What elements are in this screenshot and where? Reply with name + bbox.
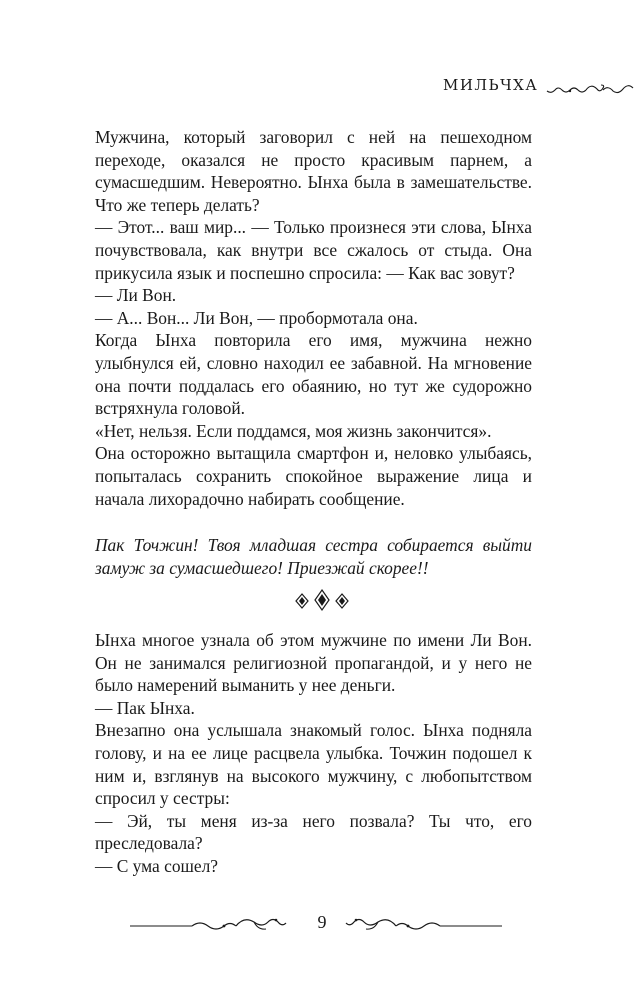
- paragraph: Когда Ынха повторила его имя, мужчина нежно улыбнулся ей, словно находил ее забавной. На мгновение она почти поддалась его обаянию, но тут же судорожно встряхнула головой.: [95, 330, 532, 419]
- left-flourish-icon: [130, 914, 290, 934]
- paragraph: — Пак Ынха.: [95, 697, 195, 718]
- three-diamonds-separator-icon: [294, 588, 350, 612]
- page-footer: [130, 912, 514, 936]
- paragraph: — Этот... ваш мир... — Только произнеся эти слова, Ынха почувствовала, как внутри все сжалось от стыда. Она прикусила язык и поспешно спросила: — Как вас зовут?: [95, 217, 532, 283]
- section-separator: [0, 588, 644, 614]
- page-number: 9: [317, 912, 327, 932]
- paragraph: — С ума сошел?: [95, 855, 219, 876]
- paragraph: Она осторожно вытащила смартфон и, неловко улыбаясь, попыталась сохранить спокойное выражение лица и начала лихорадочно набирать сообщение.: [95, 443, 532, 509]
- running-title: МИЛЬЧХА: [443, 76, 539, 94]
- paragraph: — А... Вон... Ли Вон, — пробормотала она.: [95, 307, 418, 328]
- paragraph: «Нет, нельзя. Если поддамся, моя жизнь закончится».: [95, 420, 492, 441]
- body-text-top: [95, 126, 532, 579]
- paragraph: — Эй, ты меня из-за него позвала? Ты что, его преследовала?: [95, 810, 532, 854]
- paragraph: Ынха многое узнала об этом мужчине по имени Ли Вон. Он не занимался религиозной пропагандой, и у него не было намерений выманить у нее деньги.: [95, 630, 532, 696]
- paragraph: Внезапно она услышала знакомый голос. Ынха подняла голову, и на ее лице расцвела улыбка. Точжин подошел к ним и, взглянув на высокого мужчину, с любопытством спросил у сестры:: [95, 720, 532, 809]
- right-flourish-icon: [342, 914, 502, 934]
- running-header: [441, 76, 637, 106]
- swirl-ornament-icon: [545, 82, 637, 96]
- paragraph: — Ли Вон.: [95, 285, 177, 306]
- body-text-bottom: [95, 629, 532, 878]
- paragraph: Мужчина, который заговорил с ней на пешеходном переходе, оказался не просто красивым парнем, а сумасшедшим. Невероятно. Ынха была в замешательстве. Что же теперь делать?: [95, 127, 532, 215]
- italic-message: Пак Точжин! Твоя младшая сестра собирается выйти замуж за сумасшедшего! Приезжай скорее!!: [95, 535, 532, 578]
